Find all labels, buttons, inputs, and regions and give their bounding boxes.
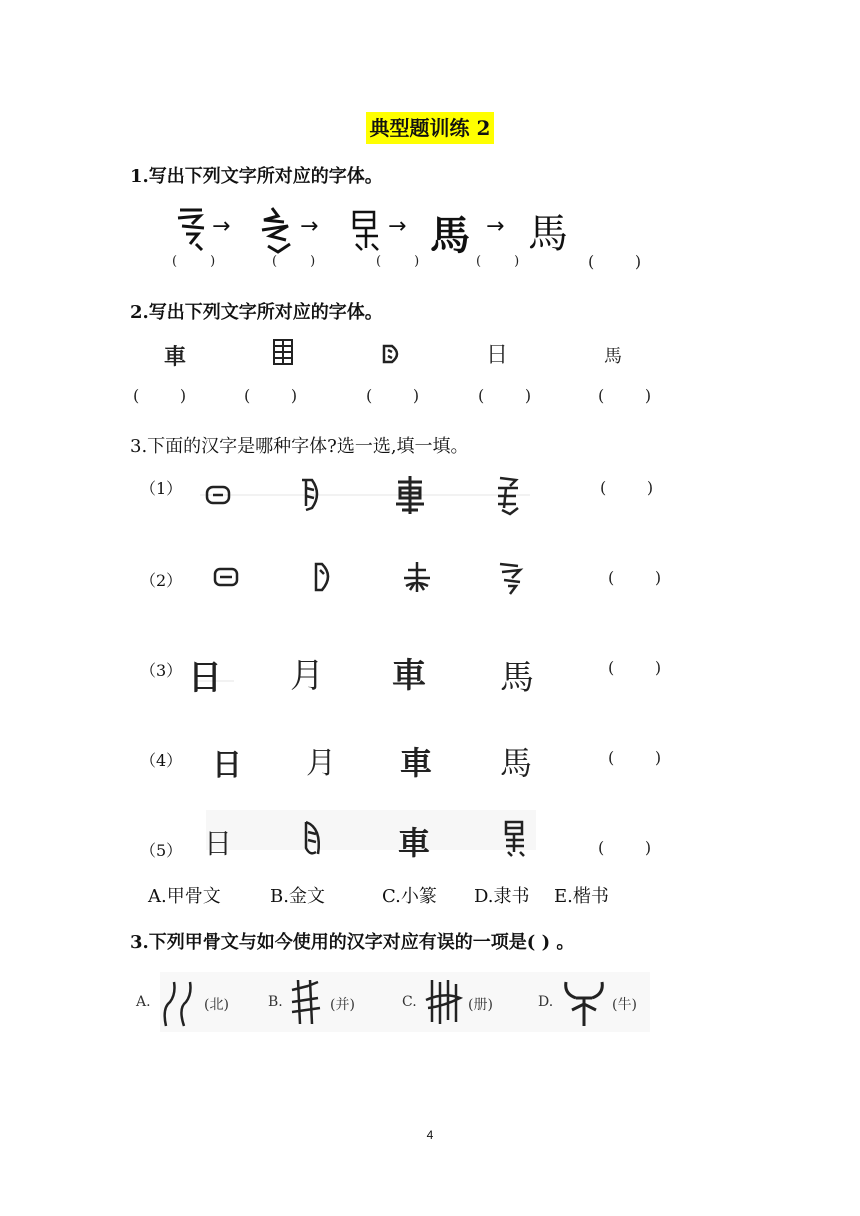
row-3-blank: ( ) (608, 658, 662, 677)
q4-option-b-word: (并) (330, 997, 355, 1013)
seal-moon-glyph (300, 818, 328, 858)
q4-option-c-word: (册) (468, 997, 493, 1013)
regular-horse-glyph: 馬 (500, 744, 533, 782)
q4-option-d-letter: D. (538, 994, 554, 1010)
row-5-blank: ( ) (598, 838, 652, 857)
q4-option-d-word: (牛) (612, 997, 637, 1013)
q4-option-b-letter: B. (268, 994, 283, 1010)
arrow-1: → (212, 214, 231, 239)
oracle-ce-glyph (424, 976, 464, 1028)
row-2-blank: ( ) (608, 568, 662, 587)
question-3-text: 3.下面的汉字是哪种字体?选一选,填一填。 (130, 436, 469, 457)
oracle-moon-glyph (310, 560, 336, 594)
clerical-horse-glyph: 馬 (430, 213, 470, 259)
oracle-bing-glyph (288, 976, 324, 1028)
arrow-2: → (300, 214, 319, 239)
row-2-label: （2） (140, 571, 183, 590)
bronze-cart-glyph (392, 474, 428, 516)
oracle-cart-glyph (400, 560, 434, 594)
q2-blank-3: ( ) (366, 386, 420, 405)
clerical-cart-glyph: 車 (164, 345, 187, 370)
q4-option-a-letter: A. (136, 994, 151, 1010)
scan-background-block (206, 810, 536, 850)
q2-blank-5: ( ) (598, 386, 652, 405)
bronze-moon-glyph (298, 476, 324, 514)
clerical-horse-glyph: 馬 (500, 658, 534, 698)
answer-blank-1: ( ) (172, 254, 216, 269)
scan-background-line (200, 494, 530, 496)
seal-sun-glyph: 日 (204, 827, 233, 860)
regular-horse-small-glyph: 馬 (604, 346, 622, 367)
question-1-text: 1.写出下列文字所对应的字体。 (130, 166, 383, 187)
clerical-cart-glyph: 車 (392, 656, 426, 696)
seal-cart-glyph: 車 (398, 824, 431, 862)
seal-horse-glyph (500, 818, 528, 858)
regular-sun-glyph: 日 (212, 748, 242, 783)
oracle-sun-glyph (204, 484, 232, 506)
row-1-label: （1） (140, 479, 183, 498)
answer-blank-2: ( ) (272, 254, 316, 269)
arrow-3: → (388, 214, 407, 239)
row-4-label: （4） (140, 751, 183, 770)
oracle-horse-glyph (494, 560, 524, 596)
question-2-text: 2.写出下列文字所对应的字体。 (130, 302, 383, 323)
q2-blank-4: ( ) (478, 386, 532, 405)
row-1-blank: ( ) (600, 478, 654, 497)
seal-horse-glyph (346, 206, 386, 254)
q2-blank-1: ( ) (133, 386, 187, 405)
option-a: A.甲骨文 (148, 886, 221, 907)
clerical-moon-glyph: 月 (290, 656, 324, 696)
question-4-text: 3.下列甲骨文与如今使用的汉字对应有误的一项是( ) 。 (130, 932, 575, 953)
option-b: B.金文 (270, 886, 325, 907)
option-c: C.小篆 (382, 886, 437, 907)
option-d: D.隶书 (474, 886, 530, 907)
row-4-blank: ( ) (608, 748, 662, 767)
row-5-label: （5） (140, 841, 183, 860)
page-number: 4 (426, 1128, 434, 1142)
q2-blank-2: ( ) (244, 386, 298, 405)
option-e: E.楷书 (554, 886, 609, 907)
page-title: 典型题训练 2 (0, 112, 860, 141)
answer-blank-3: ( ) (376, 254, 420, 269)
oracle-bone-horse-glyph (172, 204, 212, 254)
q4-option-a-word: (北) (204, 997, 229, 1013)
q4-option-c-letter: C. (402, 994, 417, 1010)
oracle-sun-glyph (212, 566, 240, 588)
oracle-niu-glyph (562, 978, 606, 1030)
seal-horse-glyph (492, 474, 522, 516)
arrow-4: → (486, 214, 505, 239)
clerical-sun-glyph: 日 (188, 658, 222, 698)
regular-cart-glyph: 車 (400, 744, 433, 782)
regular-moon-glyph: 月 (306, 746, 336, 781)
answer-blank-4: ( ) (476, 254, 520, 269)
bronze-horse-glyph (254, 204, 296, 256)
regular-sun-glyph: 日 (486, 343, 509, 368)
bronze-moon-glyph (380, 342, 404, 366)
regular-horse-glyph: 馬 (528, 211, 568, 257)
answer-blank-5: ( ) (588, 252, 642, 271)
oracle-bei-glyph (160, 978, 202, 1030)
oracle-bone-field-glyph (270, 336, 296, 368)
row-3-label: （3） (140, 661, 183, 680)
